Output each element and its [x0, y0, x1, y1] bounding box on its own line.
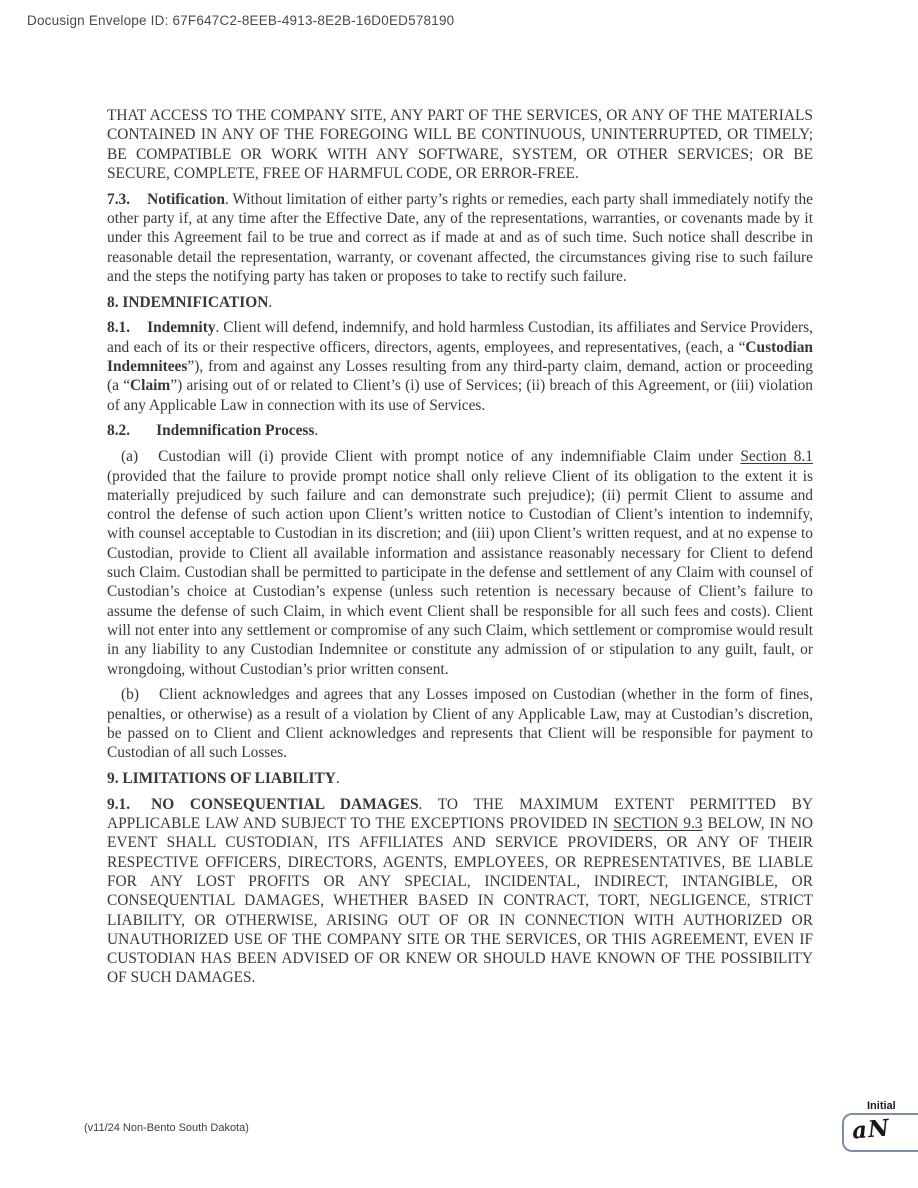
initial-field[interactable] — [840, 1094, 918, 1164]
tab-space — [130, 331, 147, 332]
text-run: 8. INDEMNIFICATION — [107, 293, 269, 311]
text-run: Indemnification Process — [156, 422, 315, 440]
tab-space — [130, 434, 156, 435]
tab-space — [138, 460, 158, 461]
text-run: Indemnity — [147, 319, 216, 337]
text-run: 7.3. — [107, 190, 131, 208]
text-run: Notification — [147, 190, 225, 208]
footer-version-note: (v11/24 Non-Bento South Dakota) — [84, 1122, 249, 1134]
text-run: . Without limitation of either party’s rights or remedies, each party shall immediately notify the other party if, at any time after the Effective Date, any of the representations, warranties, or covenants made by it under this Agreement fail to be true and correct as if made at and as of such time. Such notice shall describe in reasonable detail the representation, warranty, or covenant affected, the circumstances giving rise to such failure and the steps the notifying party has taken or proposes to take to rectify such failure. — [107, 190, 813, 285]
tab-space — [130, 808, 151, 809]
text-run: BELOW, IN NO EVENT SHALL CUSTODIAN, ITS AFFILIATES AND SERVICE PROVIDERS, OR ANY OF THEIR RESPECTIVE OFFICERS, DIRECTORS, AGENTS, EMPLOYEES, OR REPRESENTATIVES, BE LIABLE FOR ANY LOST PROFITS OR ANY SPECIAL, INCIDENTAL, INDIRECT, INTANGIBLE, OR CONSEQUENTIAL DAMAGES, WHETHER BASED IN CONTRACT, TORT, NEGLIGENCE, STRICT LIABILITY, OR OTHERWISE, ARISING OUT OF OR IN CONNECTION WITH AUTHORIZED OR UNAUTHORIZED USE OF THE COMPANY SITE OR THE SERVICES, OR THIS AGREEMENT, EVEN IF CUSTODIAN HAS BEEN ADVISED OF OR KNEW OR SHOULD HAVE KNOWN OF THE POSSIBILITY OF SUCH DAMAGES. — [107, 815, 813, 987]
section-8-1-indemnity — [107, 318, 813, 414]
text-run: ”), from and against any Losses resulting from any third-party claim, demand, action or proceeding (a “ — [107, 358, 813, 395]
section-7-3-notification — [107, 190, 813, 286]
text-run: Custodian Indemnitees — [107, 338, 813, 376]
docusign-envelope-id: Docusign Envelope ID: 67F647C2-8EEB-4913-8E2B-16D0ED578190 — [27, 13, 455, 28]
para-continuation-caps — [107, 106, 813, 183]
text-run: . — [335, 770, 340, 787]
initial-label: Initial — [864, 1100, 899, 1112]
text-run: SECTION 9.3 — [613, 815, 703, 833]
handwritten-initials: aN — [850, 1114, 892, 1145]
document-body — [107, 106, 813, 994]
tab-space — [130, 203, 147, 204]
text-run: (provided that the failure to provide prompt notice shall only relieve Client of its obligation to the extent it is materially prejudiced by such failure and can demonstrate such prejudice); (ii) permit Client to assume and control the defense of such action upon Client’s written notice to Custodian of Client’s intention to indemnify, with counsel acceptable to Custodian in its discretion; and (iii) upon Client’s written request, and at no expense to Custodian, provide to Client all available information and assistance reasonably necessary for Client to defend such Claim. Custodian shall be permitted to participate in the defense and settlement of any Claim with counsel of Custodian’s choice at Custodian’s expense (unless such retention is necessary because of Client’s failure to assume the defense of such Claim, in which event Client shall be responsible for all such fees and costs). Client will not enter into any settlement or compromise of any such Claim, which settlement or compromise would result in any liability to any Custodian Indemnitee or constitute any admission of or stipulation to any guilt, fault, or wrongdoing, without Custodian’s prior written consent. — [107, 467, 813, 678]
text-run: . — [314, 422, 319, 440]
para-8-2-b — [107, 685, 813, 762]
section-8-heading — [107, 293, 813, 312]
text-run: 9. LIMITATIONS OF LIABILITY — [107, 770, 336, 787]
text-run: THAT ACCESS TO THE COMPANY SITE, ANY PART OF THE SERVICES, OR ANY OF THE MATERIALS CONTAINED IN ANY OF THE FOREGOING WILL BE CONTINUOUS, UNINTERRUPTED, OR TIMELY; BE COMPATIBLE OR WORK WITH ANY SOFTWARE, SYSTEM, OR OTHER SERVICES; OR BE SECURE, COMPLETE, FREE OF HARMFUL CODE, OR ERROR-FREE. — [107, 107, 813, 182]
text-run: Section 8.1 — [740, 448, 813, 466]
text-run: 8.2. — [107, 422, 131, 440]
text-run: Custodian will (i) provide Client with prompt notice of any indemnifiable Claim under — [158, 448, 741, 466]
text-run: NO CONSEQUENTIAL DAMAGES — [151, 795, 419, 813]
text-run: 9.1. — [107, 795, 131, 813]
para-8-2-a — [107, 447, 813, 679]
text-run: . Client will defend, indemnify, and hold harmless Custodian, its affiliates and Service Providers, and each of its or their respective officers, directors, agents, employees, and representatives, (each, a “ — [107, 319, 813, 356]
section-9-heading — [107, 769, 813, 788]
section-9-1-no-consequential-damages — [107, 795, 813, 988]
text-run: . TO THE MAXIMUM EXTENT PERMITTED BY APPLICABLE LAW AND SUBJECT TO THE EXCEPTIONS PROVIDED IN — [107, 795, 813, 833]
text-run: ”) arising out of or related to Client’s (i) use of Services; (ii) breach of this Agreement, or (iii) violation of any Applicable Law in connection with its use of Services. — [107, 377, 813, 414]
text-run: 8.1. — [107, 319, 131, 337]
text-run: (b) — [121, 686, 139, 704]
text-run: Client acknowledges and agrees that any Losses imposed on Custodian (whether in the form of fines, penalties, or otherwise) as a result of a violation by Client of any Applicable Law, may at Custodian’s discretion, be passed on to Client and Client acknowledges and represents that Client will be responsible for payment to Custodian of all such Losses. — [107, 686, 813, 762]
section-8-2-heading — [107, 421, 813, 440]
text-run: Claim — [130, 377, 171, 395]
text-run: (a) — [121, 448, 139, 466]
tab-space — [139, 698, 159, 699]
text-run: . — [268, 293, 273, 311]
